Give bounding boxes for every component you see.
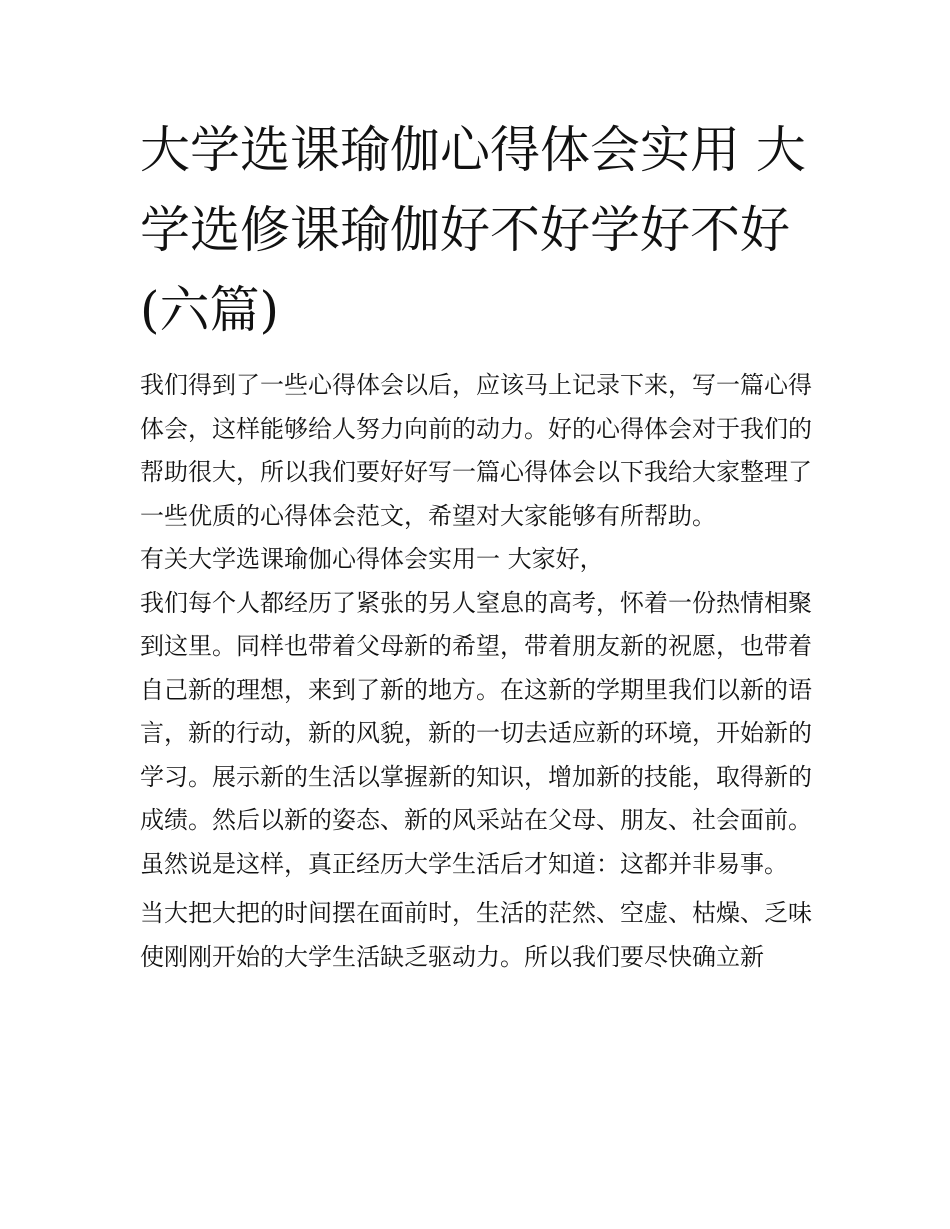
section-heading-paragraph: 有关大学选课瑜伽心得体会实用一 大家好， [140, 545, 604, 573]
document-page [140, 110, 812, 979]
document-body [140, 364, 812, 979]
document-title: 大学选课瑜伽心得体会实用 大学选修课瑜伽好不好学好不好(六篇) [140, 121, 806, 339]
body-paragraph: 当大把大把的时间摆在面前时，生活的茫然、空虚、枯燥、乏味使刚刚开始的大学生活缺乏驱动力。所以我们要尽快确立新 [140, 899, 812, 971]
body-paragraph: 我们每个人都经历了紧张的另人窒息的高考，怀着一份热情相聚到这里。同样也带着父母新的希望，带着朋友新的祝愿，也带着自己新的理想，来到了新的地方。在这新的学期里我们以新的语言，新的行动，新的风貌，新的一切去适应新的环境，开始新的学习。展示新的生活以掌握新的知识，增加新的技能，取得新的成绩。然后以新的姿态、新的风采站在父母、朋友、社会面前。虽然说是这样，真正经历大学生活后才知道：这都并非易事。 [140, 588, 812, 878]
intro-paragraph: 我们得到了一些心得体会以后，应该马上记录下来，写一篇心得体会，这样能够给人努力向前的动力。好的心得体会对于我们的帮助很大，所以我们要好好写一篇心得体会以下我给大家整理了一些优质的心得体会范文，希望对大家能够有所帮助。 [140, 371, 812, 530]
